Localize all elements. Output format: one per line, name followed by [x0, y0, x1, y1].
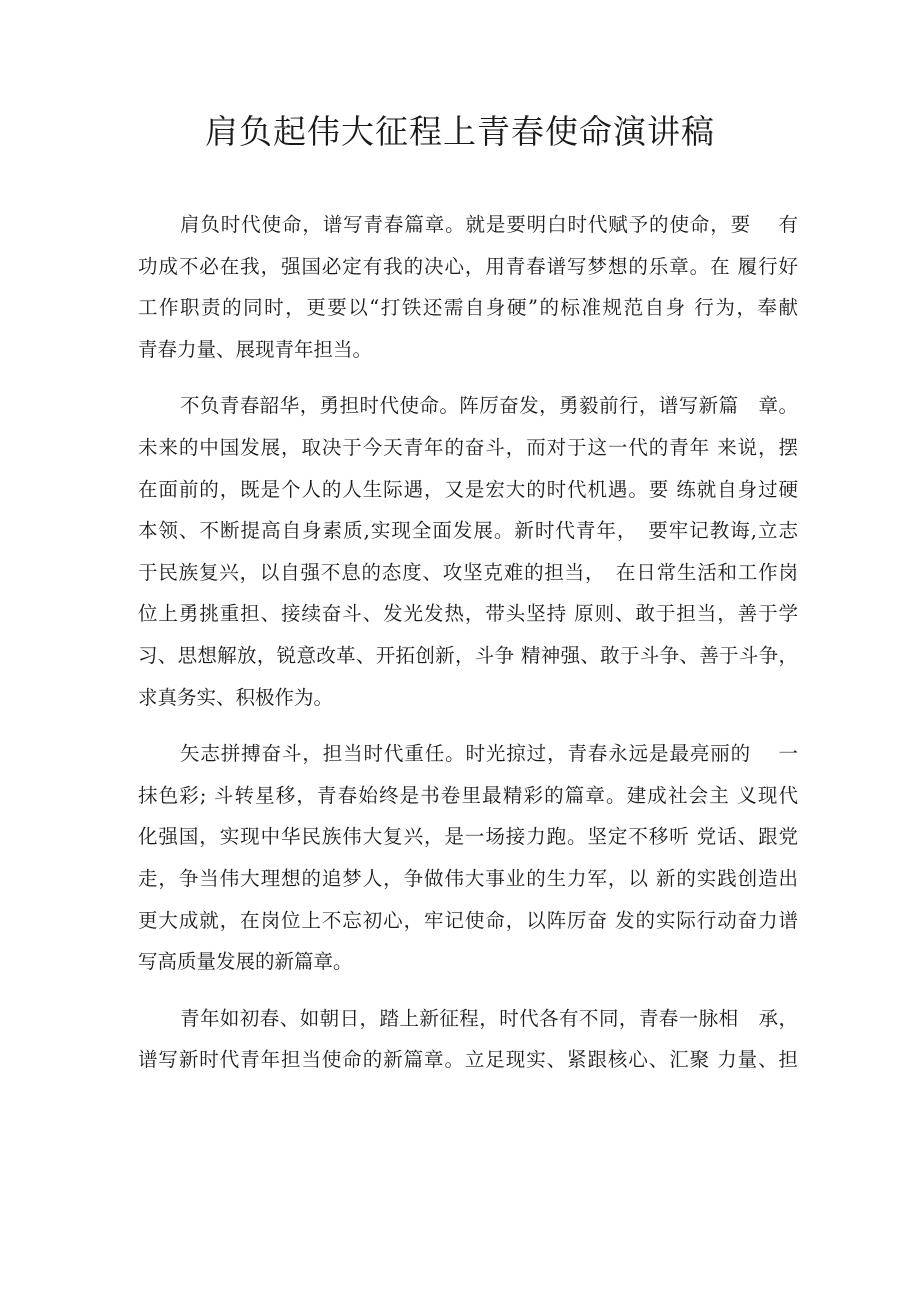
text-line: 化强国，实现中华民族伟大复兴，是一场接力跑。坚定不移听 党话、跟党: [138, 825, 798, 849]
document-body: [138, 204, 798, 1096]
paragraph-2: [138, 385, 798, 718]
text-line: 在面前的，既是个人的人生际遇，又是宏大的时代机遇。要 练就自身过硬: [138, 477, 798, 501]
paragraph-3: [138, 733, 798, 983]
text-line: 不负青春韶华，勇担时代使命。阵厉奋发，勇毅前行，谱写新篇 章。: [180, 394, 798, 418]
text-line: 于民族复兴，以自强不息的态度、攻坚克难的担当， 在日常生活和工作岗: [138, 560, 798, 584]
text-line: 走，争当伟大理想的追梦人，争做伟大事业的生力军，以 新的实践创造出: [138, 866, 798, 890]
paragraph-1: [138, 204, 798, 370]
text-line: 谱写新时代青年担当使命的新篇章。立足现实、紧跟核心、汇聚 力量、担: [138, 1048, 798, 1072]
text-line: 更大成就，在岗位上不忘初心，牢记使命，以阵厉奋 发的实际行动奋力谱: [138, 908, 798, 932]
text-line: 习、思想解放，锐意改革、开拓创新，斗争 精神强、敢于斗争、善于斗争，: [138, 643, 798, 667]
paragraph-4: [138, 998, 798, 1081]
text-line: 功成不必在我，强国必定有我的决心，用青春谱写梦想的乐章。在 履行好: [138, 254, 798, 278]
text-line: 抹色彩; 斗转星移，青春始终是书卷里最精彩的篇章。建成社会主 义现代: [138, 783, 798, 807]
document-title: 肩负起伟大征程上青春使命演讲稿: [205, 112, 715, 151]
text-line: 未来的中国发展，取决于今天青年的奋斗，而对于这一代的青年 来说，摆: [138, 435, 798, 459]
text-line: 青春力量、展现青年担当。: [138, 337, 373, 361]
text-line: 本领、不断提高自身素质,实现全面发展。新时代青年， 要牢记教诲,立志: [138, 519, 798, 543]
text-line: 青年如初春、如朝日，踏上新征程，时代各有不同，青春一脉相 承，: [180, 1006, 798, 1030]
text-line: 工作职责的同时，更要以“打铁还需自身硬”的标准规范自身 行为，奉献: [138, 296, 798, 320]
text-line: 位上勇挑重担、接续奋斗、发光发热，带头坚持 原则、敢于担当，善于学: [138, 602, 798, 626]
text-line: 矢志拼搏奋斗，担当时代重任。时光掠过，青春永远是最亮丽的 一: [180, 742, 798, 766]
text-line: 写高质量发展的新篇章。: [138, 950, 353, 974]
text-line: 求真务实、积极作为。: [138, 685, 334, 709]
text-line: 肩负时代使命，谱写青春篇章。就是要明白时代赋予的使命，要 有: [180, 213, 798, 236]
